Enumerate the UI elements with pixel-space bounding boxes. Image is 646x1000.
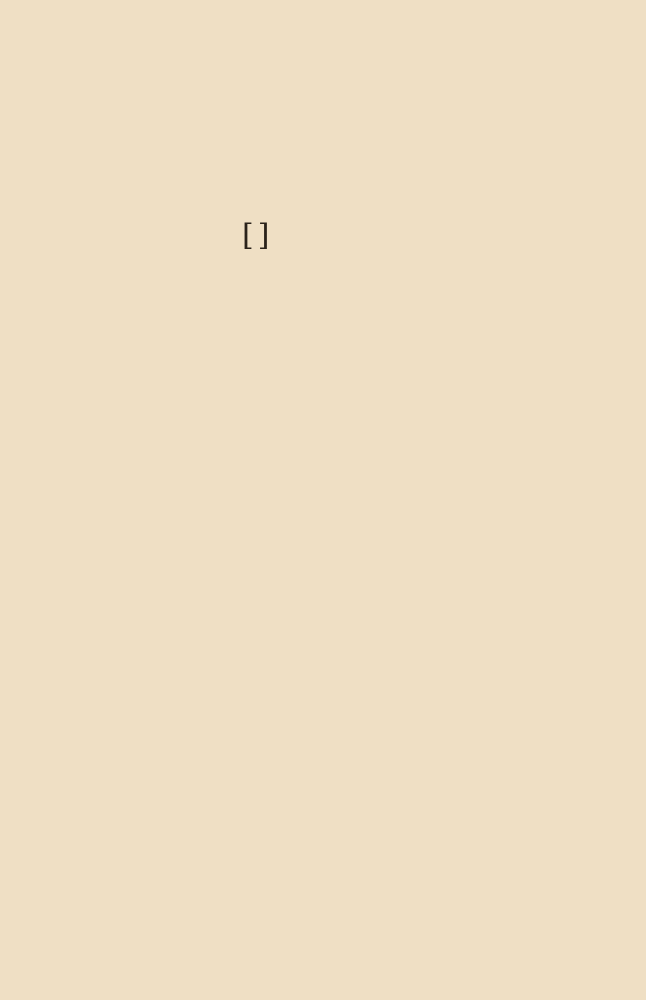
volume-heading <box>236 216 269 256</box>
bracket-close: ] <box>257 218 270 253</box>
bracket-open: [ <box>242 218 254 253</box>
